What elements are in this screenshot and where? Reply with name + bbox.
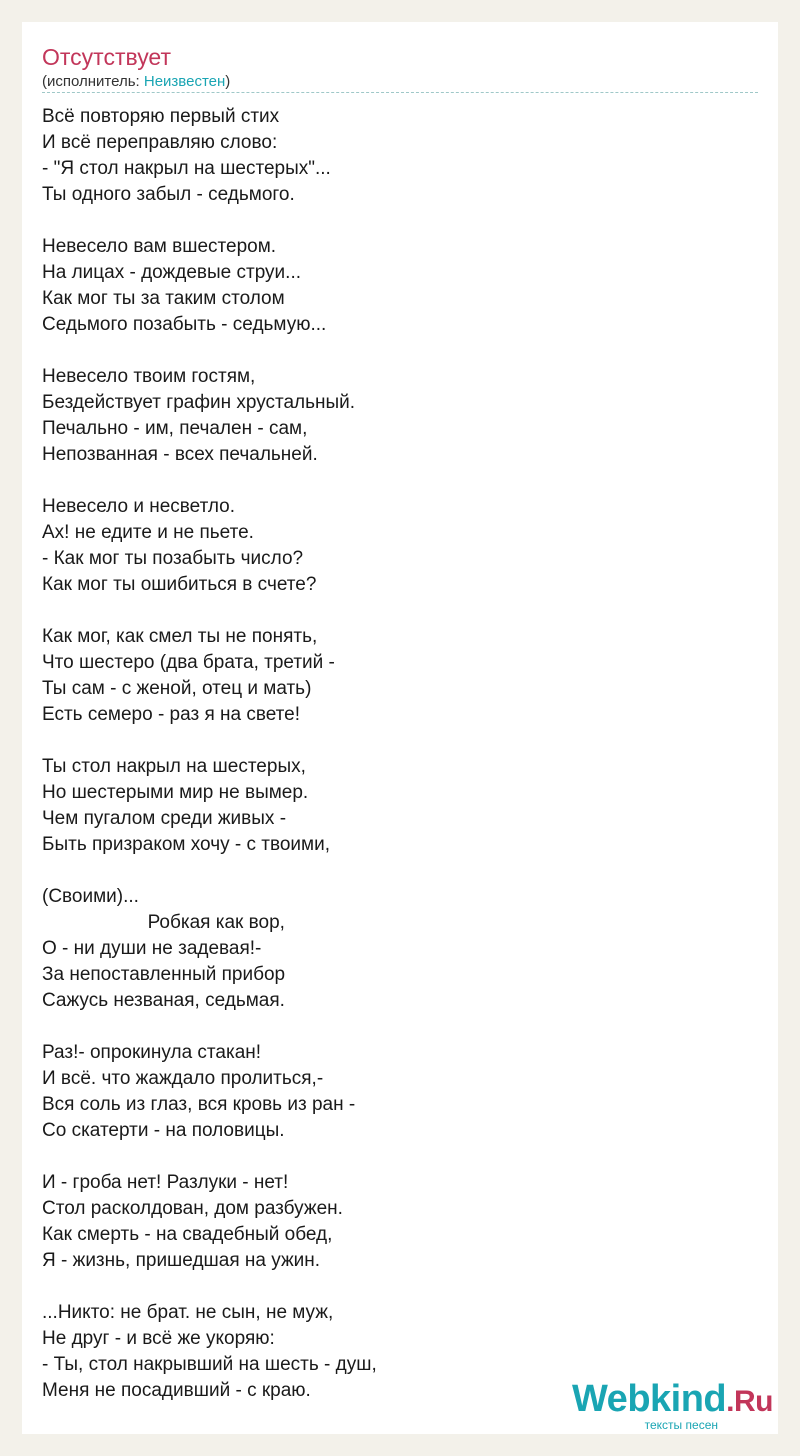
lyric-line: И - гроба нет! Разлуки - нет! (42, 1172, 289, 1193)
artist-prefix: (исполнитель: (42, 73, 144, 90)
lyric-line: Бездействует графин хрустальный. (42, 392, 356, 413)
lyric-line: Не друг - и всё же укоряю: (42, 1328, 275, 1349)
lyric-line: Со скатерти - на половицы. (42, 1120, 285, 1141)
artist-line (42, 72, 230, 92)
logo-wordmark (572, 1380, 772, 1421)
stanza-break (42, 1274, 742, 1300)
logo-tld-text: .Ru (726, 1385, 773, 1418)
lyric-line: Ты сам - с женой, отец и мать) (42, 678, 312, 699)
lyric-line: Ты стол накрыл на шестерых, (42, 756, 306, 777)
lyric-line: Меня не посадивший - с краю. (42, 1380, 311, 1401)
site-logo[interactable] (572, 1380, 772, 1432)
stanza-break (42, 1014, 742, 1040)
lyric-line: Вся соль из глаз, вся кровь из ран - (42, 1094, 356, 1115)
lyric-line: Невесело и несветло. (42, 496, 236, 517)
lyric-line: Печально - им, печален - сам, (42, 418, 308, 439)
stanza-break (42, 1144, 742, 1170)
lyric-line: На лицах - дождевые струи... (42, 262, 302, 283)
lyric-line: Чем пугалом среди живых - (42, 808, 287, 829)
lyric-line: Робкая как вор, (42, 912, 285, 933)
lyric-line: - "Я стол накрыл на шестерых"... (42, 158, 331, 179)
lyric-line: Есть семеро - раз я на свете! (42, 704, 301, 725)
lyric-line: - Как мог ты позабыть число? (42, 548, 304, 569)
lyric-line: Как мог ты за таким столом (42, 288, 285, 309)
lyric-line: И всё. что жаждало пролиться,- (42, 1068, 324, 1089)
lyric-line: Ты одного забыл - седьмого. (42, 184, 295, 205)
stanza-break (42, 208, 742, 234)
lyric-line: ...Никто: не брат. не сын, не муж, (42, 1302, 334, 1323)
lyric-line: Невесело вам вшестером. (42, 236, 277, 257)
lyric-line: И всё переправляю слово: (42, 132, 278, 153)
logo-main-text: Webkind (572, 1378, 727, 1420)
song-title: Отсутствует (42, 44, 171, 70)
lyric-line: Непозванная - всех печальней. (42, 444, 318, 465)
lyric-line: Как мог ты ошибиться в счете? (42, 574, 317, 595)
artist-suffix: ) (225, 73, 231, 90)
lyrics-card (22, 22, 778, 1434)
lyric-line: Сажусь незваная, седьмая. (42, 990, 285, 1011)
title-divider (42, 92, 758, 93)
lyric-line: Всё повторяю первый стих (42, 106, 280, 127)
stanza-break (42, 338, 742, 364)
stanza-break (42, 598, 742, 624)
artist-link[interactable]: Неизвестен (143, 73, 226, 90)
lyric-line: О - ни души не задевая!- (42, 938, 262, 959)
lyric-line: Что шестеро (два брата, третий - (42, 652, 335, 673)
lyric-line: Стол расколдован, дом разбужен. (42, 1198, 343, 1219)
lyric-line: Я - жизнь, пришедшая на ужин. (42, 1250, 321, 1271)
lyrics-text (42, 104, 742, 1404)
lyric-line: Седьмого позабыть - седьмую... (42, 314, 327, 335)
lyric-line: (Своими)... (42, 886, 139, 907)
lyric-line: Как смерть - на свадебный обед, (42, 1224, 333, 1245)
lyric-line: - Ты, стол накрывший на шесть - душ, (42, 1354, 377, 1375)
lyric-line: Но шестерыми мир не вымер. (42, 782, 309, 803)
stanza-break (42, 468, 742, 494)
stanza-break (42, 858, 742, 884)
lyric-line: Ах! не едите и не пьете. (42, 522, 254, 543)
lyric-line: Быть призраком хочу - с твоими, (42, 834, 330, 855)
lyric-line: Невесело твоим гостям, (42, 366, 256, 387)
logo-tagline: тексты песен (644, 1418, 718, 1432)
lyric-line: За непоставленный прибор (42, 964, 286, 985)
lyric-line: Раз!- опрокинула стакан! (42, 1042, 262, 1063)
stanza-break (42, 728, 742, 754)
lyric-line: Как мог, как смел ты не понять, (42, 626, 318, 647)
